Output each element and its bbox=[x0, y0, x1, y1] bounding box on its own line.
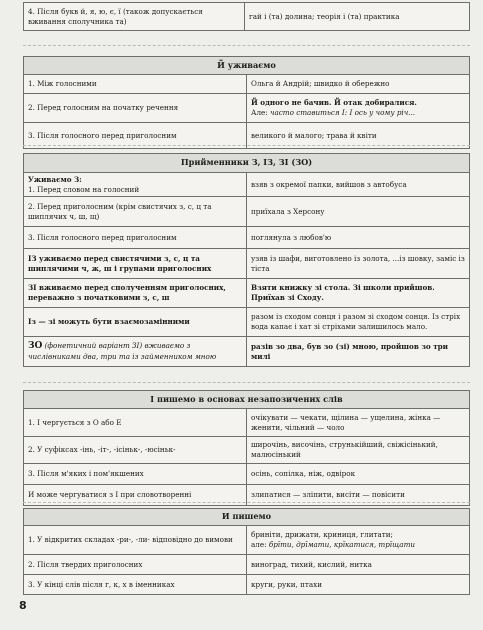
table-i-writing bbox=[23, 390, 470, 506]
example-text: Й одного не бачив. Й отак добиралися. bbox=[251, 98, 417, 108]
table-row bbox=[24, 94, 470, 123]
rule-cell: 3. Після м'яких і пом'якшених bbox=[24, 464, 247, 485]
example-cell: разів зо два, був зо (зі) мною, пройшов зо три милі bbox=[247, 337, 470, 367]
example-cell: широчінь, височінь, струнькійший, свіжісінький, малюсінький bbox=[247, 437, 470, 464]
table-row bbox=[24, 437, 470, 464]
example-cell: виноград, тихий, кислий, нитка bbox=[247, 555, 470, 575]
rule-cell: 2. У суфіксах -інь, -іт-, -ісіньк-, -юсіньк- bbox=[24, 437, 247, 464]
example-cell: злипатися — зліпити, висіти — повісити bbox=[247, 485, 470, 506]
example-cell: приїхала з Херсону bbox=[247, 197, 470, 227]
rule-cell: ІЗ уживаємо перед свистячими з, с, ц та шиплячими ч, ж, ш і групами приголосних bbox=[24, 249, 247, 279]
rule-cell: 3. У кінці слів після г, к, х в іменниках bbox=[24, 575, 247, 595]
table-row bbox=[24, 173, 470, 197]
rule-cell bbox=[24, 173, 247, 197]
table-header-row bbox=[24, 391, 470, 409]
table-row bbox=[24, 409, 470, 437]
divider bbox=[23, 145, 470, 146]
rule-cell: 4. Після букв й, я, ю, є, ї (також допускається вживання сполучника та) bbox=[24, 3, 245, 31]
table-title: Й уживаємо bbox=[24, 57, 470, 75]
rule-cell: 3. Після голосного перед приголосним bbox=[24, 227, 247, 249]
table-row bbox=[24, 337, 470, 367]
rule-cell: И може чергуватися з І при словотворенні bbox=[24, 485, 247, 506]
rule-cell: 2. Перед голосним на початку речення bbox=[24, 94, 247, 123]
table-row bbox=[24, 227, 470, 249]
rule-text: 1. Перед словом на голосний bbox=[28, 184, 140, 194]
table-row bbox=[24, 249, 470, 279]
page-number: 8 bbox=[19, 599, 27, 612]
table-title: И пишемо bbox=[24, 509, 470, 526]
table-row bbox=[24, 526, 470, 555]
example-text: бриніти, дрижати, криниця, глитати; bbox=[251, 530, 393, 540]
rule-cell: 1. Між голосними bbox=[24, 75, 247, 94]
example-cell: поглянула з любов'ю bbox=[247, 227, 470, 249]
example-cell: взяв з окремої папки, вийшов з автобуса bbox=[247, 173, 470, 197]
rule-cell: ЗІ вживаємо перед сполученням приголосних, переважно з початковими з, с, ш bbox=[24, 279, 247, 308]
table-header-row bbox=[24, 509, 470, 526]
rule-cell: 1. І чергується з О або Е bbox=[24, 409, 247, 437]
table-row bbox=[24, 555, 470, 575]
rule-cell: 1. У відкритих складах -ри-, -ли- відповідно до вимови bbox=[24, 526, 247, 555]
table-row bbox=[24, 279, 470, 308]
note-text: часто ставиться І: І ось у чому річ... bbox=[269, 108, 416, 117]
rule-cell: Із — зі можуть бути взаємозамінними bbox=[24, 308, 247, 337]
table-row bbox=[24, 464, 470, 485]
example-cell: великого й малого; трава й квіти bbox=[247, 123, 470, 149]
note-text: брīти, дрīмати, крīкатися, трīщати bbox=[268, 540, 416, 549]
rule-cell: 2. Після твердих приголосних bbox=[24, 555, 247, 575]
example-cell: разом із сходом сонця і разом зі сходом сонця. Із стріх вода капає і хат зі стріхами залишилось мало. bbox=[247, 308, 470, 337]
table-header-row bbox=[24, 57, 470, 75]
table-row bbox=[24, 197, 470, 227]
rule-keyword: ЗО bbox=[28, 341, 43, 352]
table-header-row bbox=[24, 154, 470, 173]
note-prefix: Але: bbox=[251, 108, 270, 117]
table-row bbox=[24, 75, 470, 94]
rule-text: вживаємо з числівниками два, три та із займенником мною bbox=[28, 341, 217, 361]
table-title: Прийменники З, ІЗ, ЗІ (ЗО) bbox=[24, 154, 470, 173]
example-cell: Взяти книжку зі стола. Зі школи прийшов. Приїхав зі Сходу. bbox=[247, 279, 470, 308]
divider bbox=[23, 382, 470, 383]
rule-heading: Уживаємо З: bbox=[28, 174, 82, 184]
table-y-usage bbox=[23, 56, 470, 149]
example-cell: осінь, сопілка, ніж, одвірок bbox=[247, 464, 470, 485]
divider bbox=[23, 45, 470, 46]
table-row bbox=[24, 575, 470, 595]
rule-cell bbox=[24, 337, 247, 367]
divider bbox=[23, 502, 470, 503]
table-prepositions bbox=[23, 153, 470, 367]
rule-cell: 3. Після голосного перед приголосним bbox=[24, 123, 247, 149]
example-cell: круги, руки, птахи bbox=[247, 575, 470, 595]
example-cell bbox=[247, 526, 470, 555]
example-cell: узяв із шафи, виготовлено із золота, ...із шовку, заміс із тіста bbox=[247, 249, 470, 279]
example-cell: Ольга й Андрій; швидко й обережно bbox=[247, 75, 470, 94]
table-y-writing bbox=[23, 508, 470, 595]
rule-cell: 2. Перед приголосним (крім свистячих з, с, ц та шиплячих ч, ш, щ) bbox=[24, 197, 247, 227]
example-cell: очікувати — чекати, щілина — ущелина, жінка — женити, чільний — чоло bbox=[247, 409, 470, 437]
table-row bbox=[24, 308, 470, 337]
table-row bbox=[24, 3, 470, 31]
example-cell bbox=[247, 94, 470, 123]
table-title: І пишемо в основах незапозичених слів bbox=[24, 391, 470, 409]
note-prefix: але: bbox=[251, 540, 269, 549]
table-continuation bbox=[23, 2, 470, 31]
rule-note: (фонетичний варіант ЗІ) bbox=[42, 341, 145, 351]
example-cell: гай і (та) долина; теорія і (та) практика bbox=[245, 3, 470, 31]
